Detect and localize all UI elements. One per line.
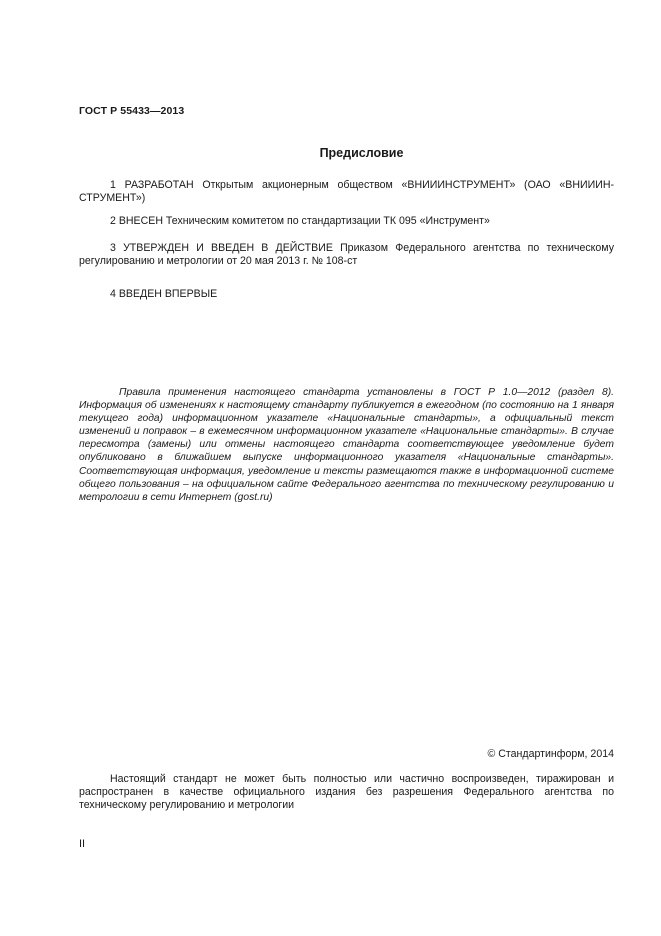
foreword-item-3: 3 УТВЕРЖДЕН И ВВЕДЕН В ДЕЙСТВИЕ Приказом Федерального агентства по техническому регулированию и метрологии от 20 мая 2013 г. № 108-ст: [79, 242, 614, 267]
reproduction-notice: Настоящий стандарт не может быть полностью или частично воспроизведен, тиражирован и распространен в качестве официального издания без разрешения Федерального агентства по техническому регулированию и метрологии: [79, 773, 614, 811]
foreword-item-1: 1 РАЗРАБОТАН Открытым акционерным обществом «ВНИИИНСТРУМЕНТ» (ОАО «ВНИИИН-СТРУМЕНТ»): [79, 179, 614, 204]
page-title: Предисловие: [319, 146, 404, 160]
copyright-line: © Стандартинформ, 2014: [487, 748, 614, 760]
application-rules-note: Правила применения настоящего стандарта установлены в ГОСТ Р 1.0—2012 (раздел 8). Информация об изменениях к настоящему стандарту публикуется в ежегодном (по состоянию на 1 января текущего года) информационном указателе «Национальные стандарты», а официальный текст изменений и поправок – в ежемесячном информационном указателе «Национальные стандарты». В случае пересмотра (замены) или отмены настоящего стандарта соответствующее уведомление будет опубликовано в ближайшем выпуске информационного указателя «Национальные стандарты». Соответствующая информация, уведомление и тексты размещаются также в информационной системе общего пользования – на официальном сайте Федерального агентства по техническому регулированию и метрологии в сети Интернет (gost.ru): [79, 387, 614, 503]
page-number: II: [79, 838, 86, 850]
foreword-item-4: 4 ВВЕДЕН ВПЕРВЫЕ: [110, 288, 218, 300]
foreword-item-2: 2 ВНЕСЕН Техническим комитетом по стандартизации ТК 095 «Инструмент»: [110, 215, 490, 227]
document-header-id: ГОСТ Р 55433—2013: [79, 105, 185, 117]
